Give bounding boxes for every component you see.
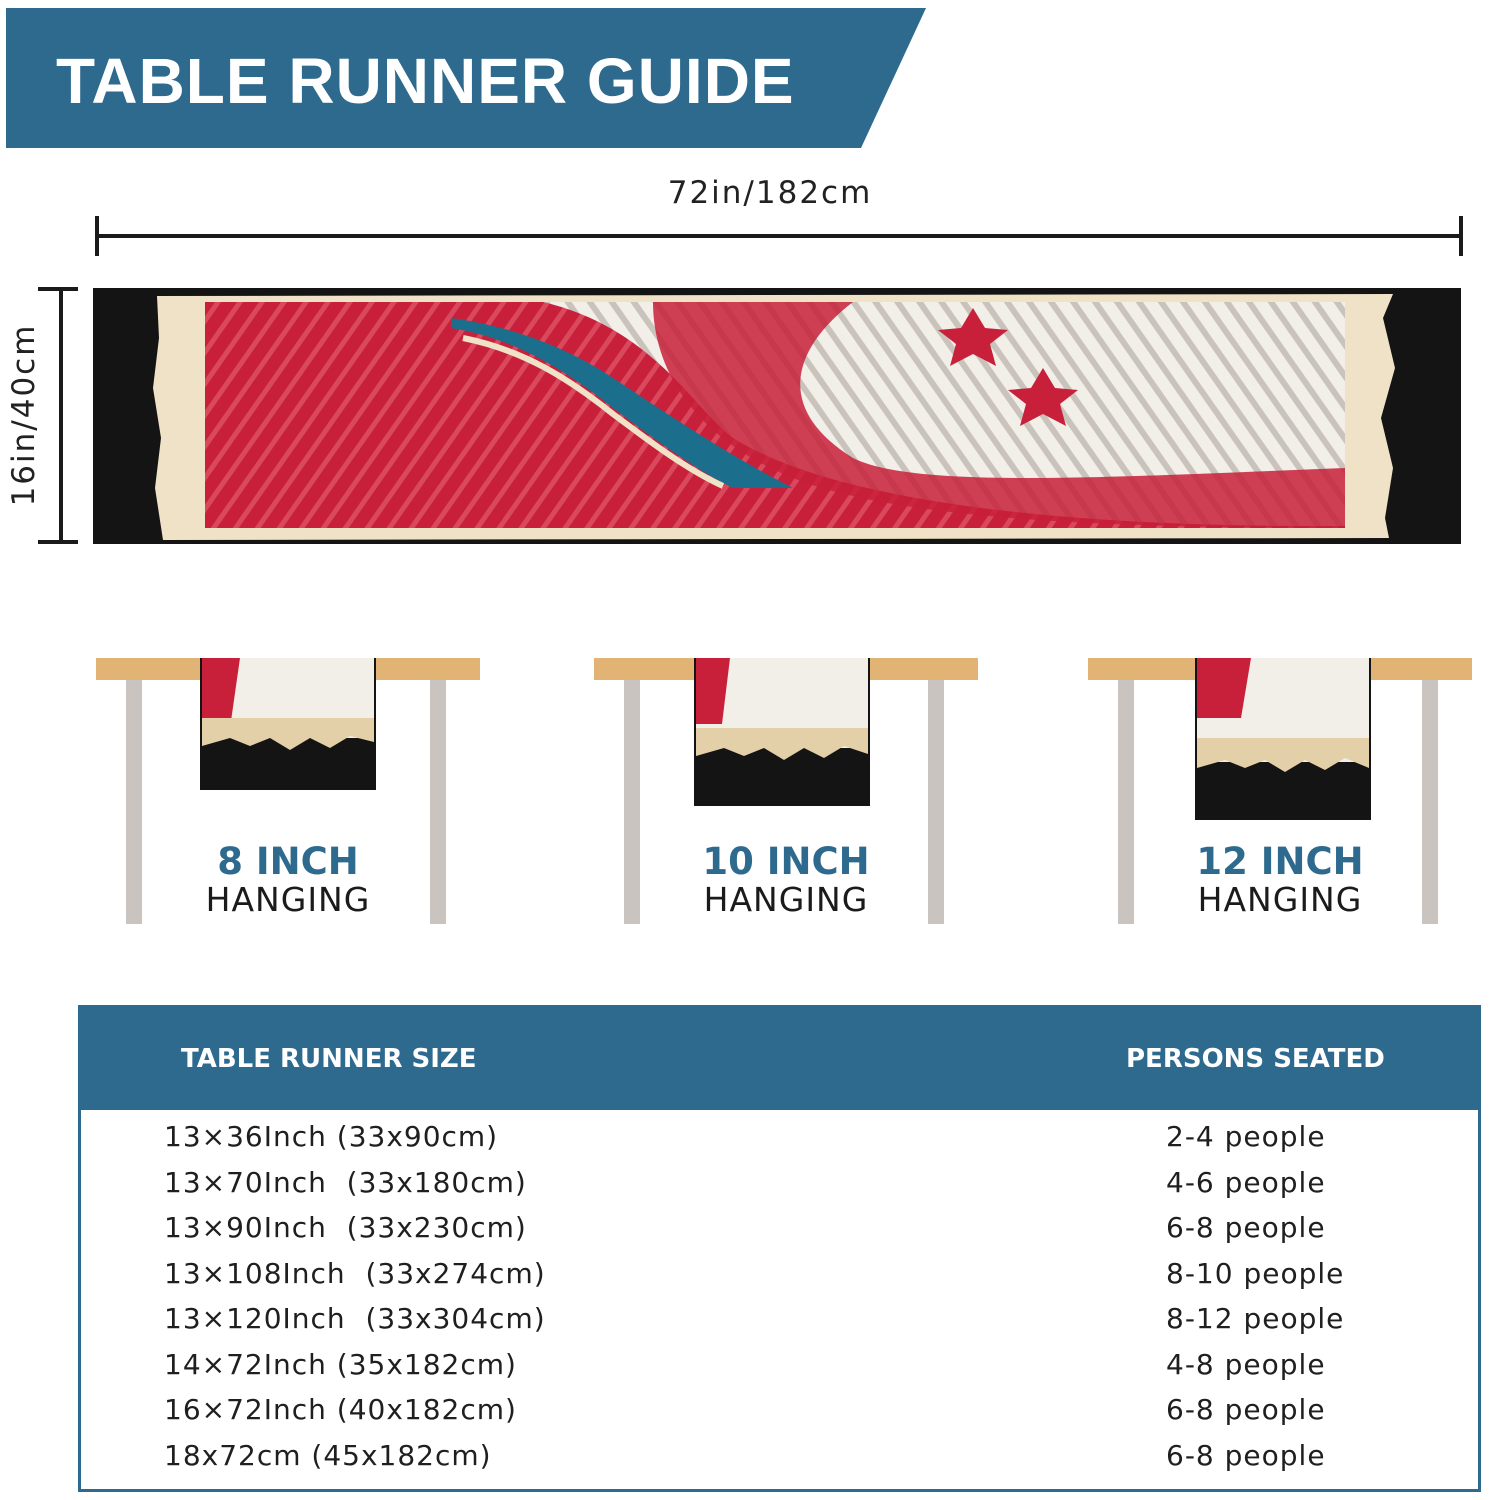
hanging-size-label: 8 INCH [217, 840, 359, 883]
table-row [81, 1166, 1478, 1212]
persons-cell: 4-6 people [1166, 1165, 1326, 1199]
width-label: 16in/40cm [6, 323, 42, 507]
size-cell: 13×120Inch (33x304cm) [164, 1302, 546, 1335]
size-cell: 13×108Inch (33x274cm) [164, 1256, 546, 1290]
hanging-runner [1195, 658, 1371, 820]
length-tick-right [1459, 216, 1463, 256]
width-dimension-line [59, 289, 63, 543]
length-tick-left [95, 216, 99, 256]
hanging-word: HANGING [703, 880, 869, 919]
hanging-runner [694, 658, 870, 806]
length-dimension-line [95, 234, 1463, 238]
column-header-persons: PERSONS SEATED [1126, 1044, 1385, 1074]
size-cell: 13×36Inch (33x90cm) [164, 1120, 499, 1153]
persons-cell: 8-12 people [1166, 1302, 1345, 1335]
table-row [81, 1302, 1478, 1348]
size-cell: 13×70Inch (33x180cm) [164, 1165, 527, 1199]
size-cell: 13×90Inch (33x230cm) [164, 1211, 527, 1244]
hanging-size-label: 10 INCH [702, 840, 870, 883]
hanging-figure-12 [1088, 640, 1488, 930]
size-table-header [81, 1008, 1478, 1110]
persons-cell: 6-8 people [1166, 1211, 1326, 1244]
table-row [81, 1211, 1478, 1257]
hanging-word: HANGING [205, 880, 371, 919]
table-row [81, 1393, 1478, 1439]
persons-cell: 6-8 people [1166, 1438, 1326, 1472]
persons-cell: 2-4 people [1166, 1120, 1326, 1153]
persons-cell: 8-10 people [1166, 1256, 1345, 1290]
length-label: 72in/182cm [667, 175, 873, 211]
size-table [78, 1005, 1481, 1492]
hanging-figure-8 [96, 640, 496, 930]
size-cell: 16×72Inch (40x182cm) [164, 1393, 517, 1426]
size-cell: 18x72cm (45x182cm) [164, 1438, 492, 1472]
table-runner-image [93, 288, 1461, 548]
persons-cell: 6-8 people [1166, 1393, 1326, 1426]
guide-banner [6, 8, 926, 148]
width-tick-top [38, 287, 78, 291]
size-table-body [81, 1120, 1478, 1484]
table-row [81, 1348, 1478, 1394]
table-row [81, 1439, 1478, 1485]
hanging-word: HANGING [1197, 880, 1363, 919]
table-row [81, 1120, 1478, 1166]
column-header-size: TABLE RUNNER SIZE [181, 1044, 477, 1074]
banner-title: TABLE RUNNER GUIDE [56, 45, 795, 117]
table-row [81, 1257, 1478, 1303]
hanging-runner [200, 658, 376, 790]
hanging-figure-10 [594, 640, 994, 930]
persons-cell: 4-8 people [1166, 1347, 1326, 1381]
hanging-size-label: 12 INCH [1196, 840, 1364, 883]
size-cell: 14×72Inch (35x182cm) [164, 1347, 517, 1381]
width-tick-bottom [38, 540, 78, 544]
